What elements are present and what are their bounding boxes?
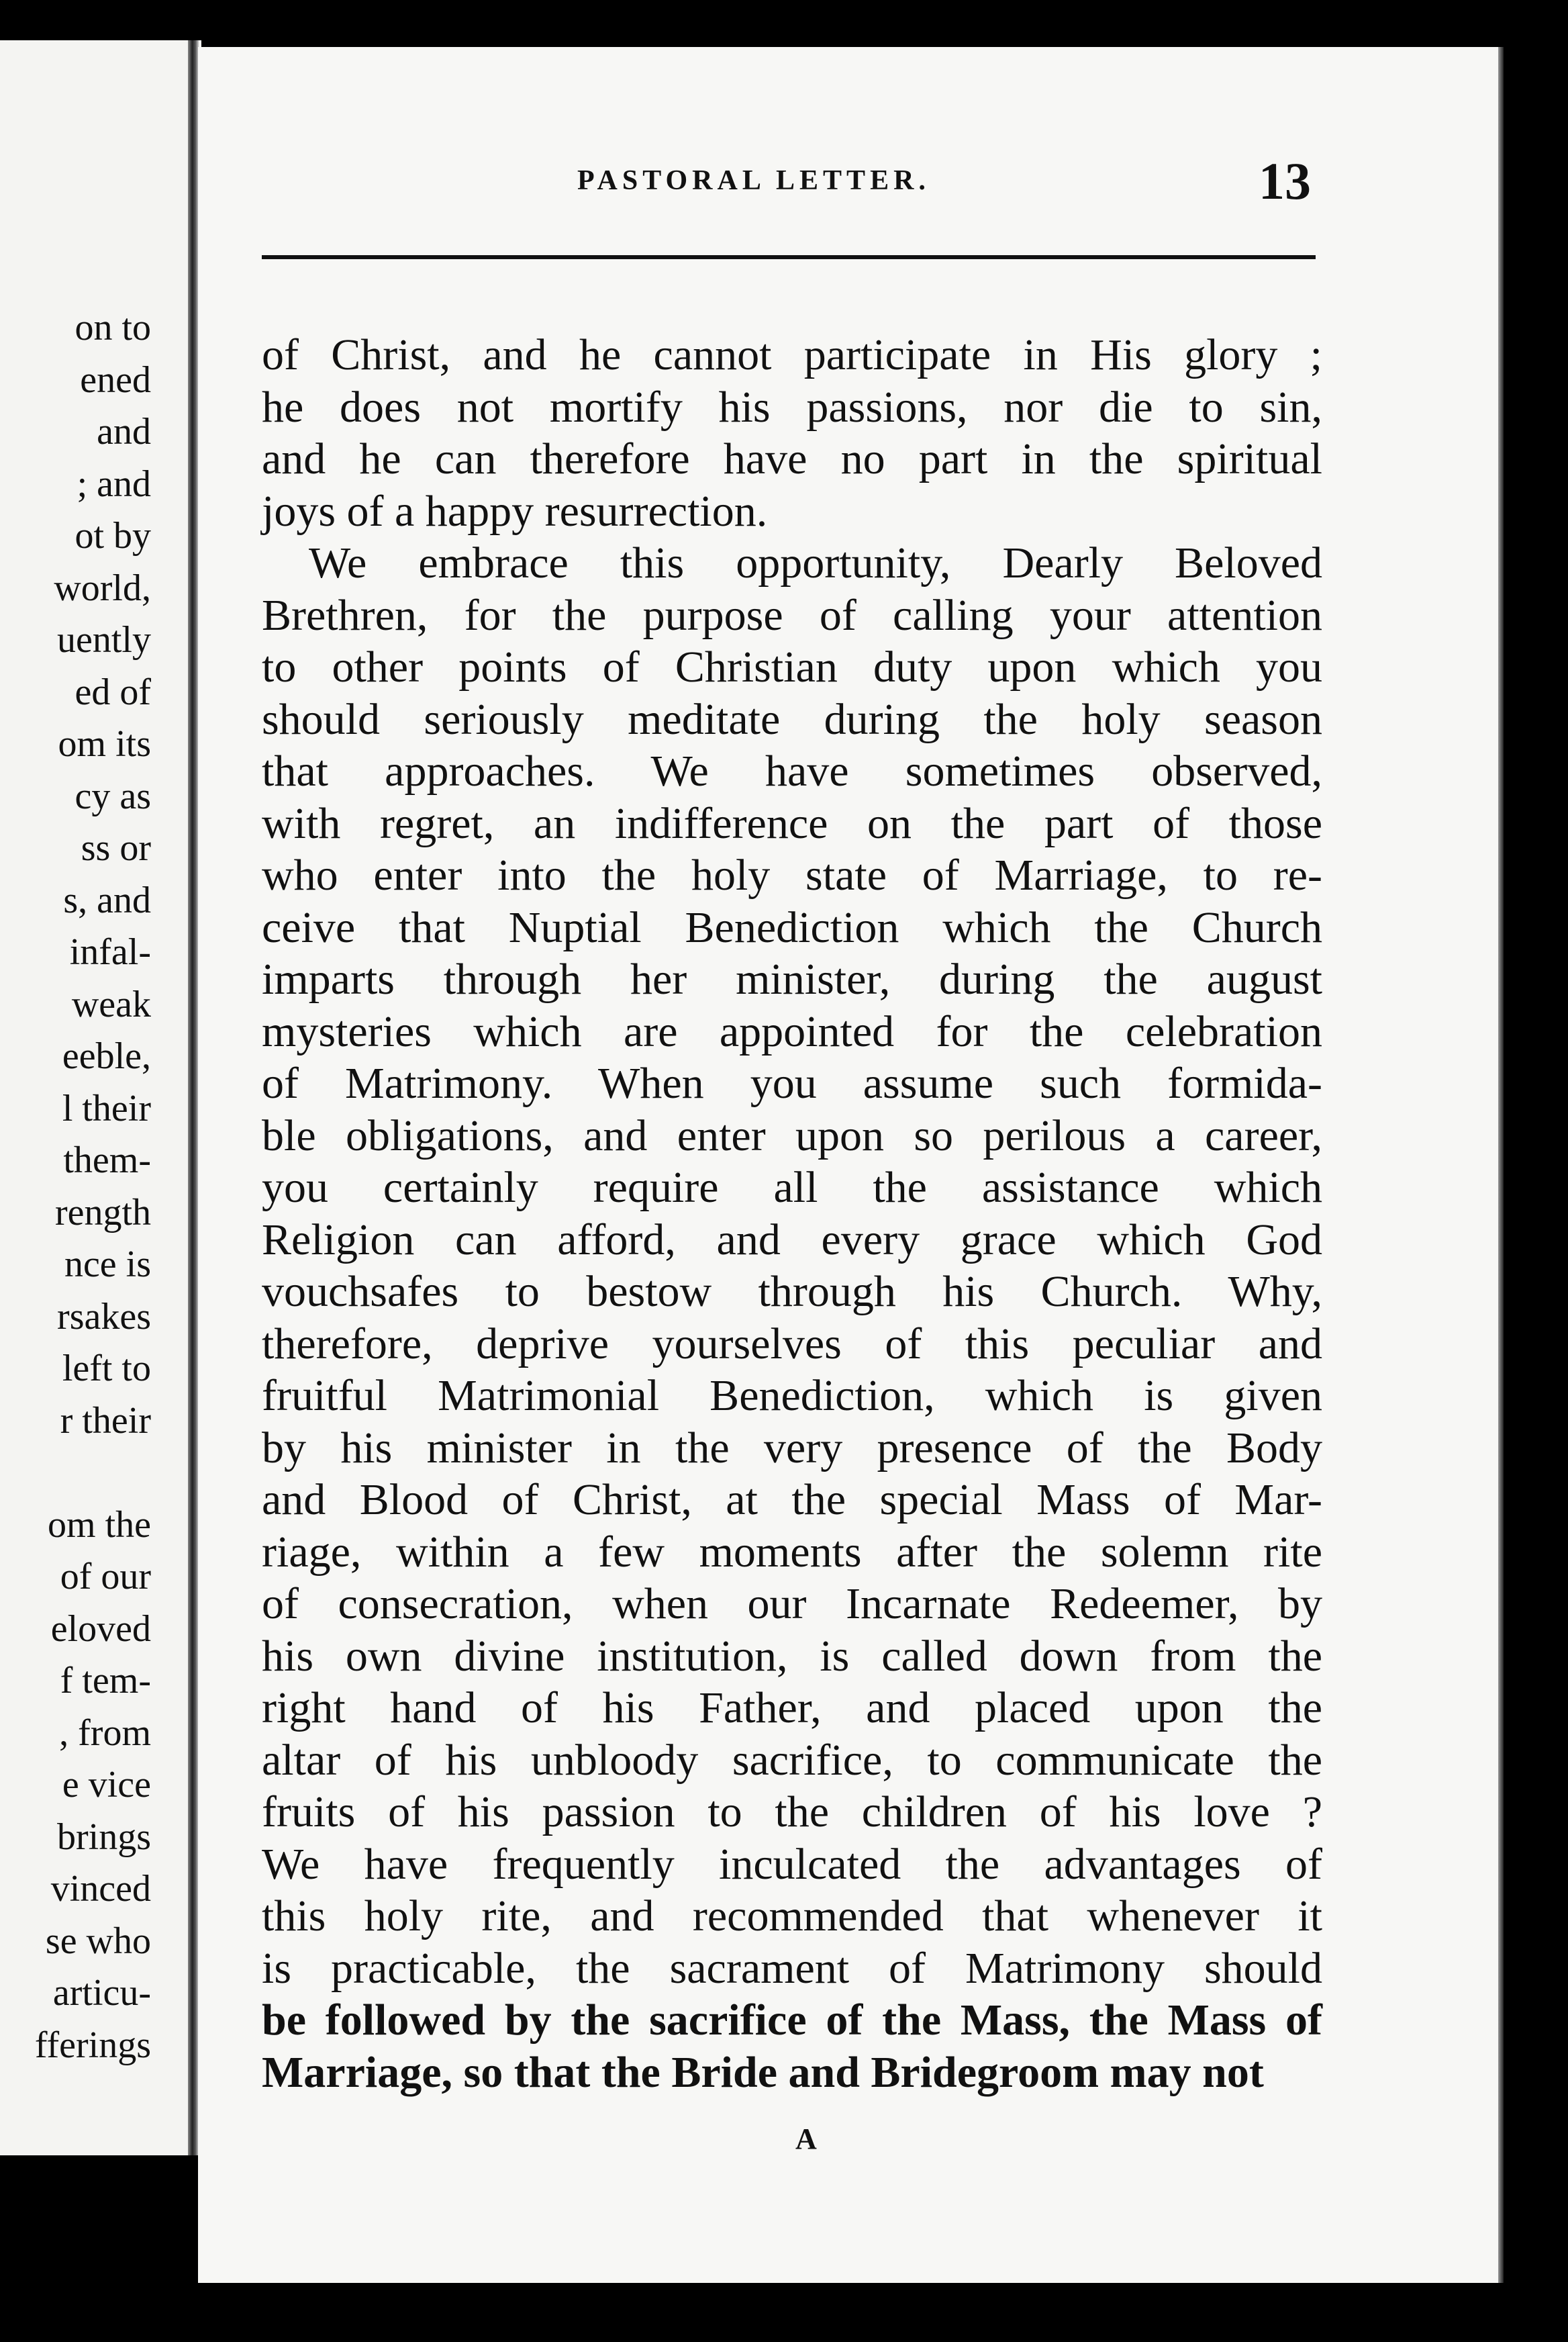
text-line: vouchsafes to bestow through his Church. Why, <box>262 1267 1322 1316</box>
page-header <box>198 152 1500 212</box>
text-line: We embrace this opportunity, Dearly Beloved <box>309 538 1322 588</box>
text-line: Marriage, so that the Bride and Bridegroom may not <box>262 2047 1264 2097</box>
text-line: this holy rite, and recommended that whenever it <box>262 1891 1322 1940</box>
left-text-line: brings <box>57 1816 151 1858</box>
header-rule <box>262 255 1316 259</box>
text-line: imparts through her minister, during the august <box>262 955 1322 1004</box>
text-line: right hand of his Father, and placed upon the <box>262 1683 1322 1732</box>
text-line: his own divine institution, is called down from the <box>262 1631 1322 1681</box>
right-page <box>198 47 1500 2283</box>
text-line: with regret, an indifference on the part of those <box>262 798 1322 848</box>
running-head: PASTORAL LETTER. <box>577 165 930 196</box>
left-text-line: cy as <box>75 775 151 817</box>
left-text-line: fferings <box>34 2024 151 2066</box>
left-page <box>0 40 201 2155</box>
left-text-line: ss or <box>81 827 151 869</box>
text-line: and he can therefore have no part in the spiritual <box>262 434 1322 483</box>
left-text-line: se who <box>45 1920 151 1962</box>
left-text-line: l their <box>62 1087 151 1129</box>
text-line: who enter into the holy state of Marriage, to re- <box>262 851 1322 900</box>
left-text-line: f tem- <box>60 1660 151 1701</box>
left-text-line: , from <box>59 1712 151 1754</box>
left-text-line: and <box>97 411 151 453</box>
text-line: be followed by the sacrifice of the Mass, the Mass of <box>262 1996 1322 2045</box>
text-line: is practicable, the sacrament of Matrimony should <box>262 1943 1322 1993</box>
left-page-text <box>35 302 151 2071</box>
left-text-line: infal- <box>69 931 151 973</box>
text-line: mysteries which are appointed for the celebration <box>262 1006 1322 1056</box>
left-text-line: s, and <box>63 879 151 921</box>
text-line: of Matrimony. When you assume such formida- <box>262 1059 1322 1108</box>
signature-mark: A <box>795 2122 817 2155</box>
text-line: Religion can afford, and every grace which God <box>262 1215 1322 1264</box>
left-text-line: om the <box>48 1503 151 1546</box>
text-line: and Blood of Christ, at the special Mass of Mar- <box>262 1475 1322 1524</box>
left-text-line: ed of <box>75 671 151 713</box>
scan-background <box>0 2155 198 2342</box>
body-text <box>262 329 1322 2098</box>
left-text-line: rsakes <box>57 1295 151 1338</box>
page-edge <box>1498 47 1504 2283</box>
left-text-line: ened <box>80 359 151 401</box>
left-text-line: weak <box>71 983 151 1025</box>
text-line: he does not mortify his passions, nor die to sin, <box>262 382 1322 432</box>
text-line: that approaches. We have sometimes observed, <box>262 747 1322 796</box>
left-text-line: ; and <box>77 463 151 505</box>
text-line: ceive that Nuptial Benediction which the Church <box>262 902 1322 952</box>
left-text-line: them- <box>63 1139 151 1181</box>
text-line: fruits of his passion to the children of his love ? <box>262 1787 1322 1836</box>
book-gutter <box>188 40 199 2155</box>
text-line: should seriously meditate during the holy season <box>262 694 1322 744</box>
left-text-line: e vice <box>62 1764 151 1806</box>
left-text-line: world, <box>54 567 151 609</box>
text-line: ble obligations, and enter upon so perilous a career, <box>262 1111 1322 1160</box>
left-text-line: uently <box>57 619 151 661</box>
text-line: We have frequently inculcated the advantages of <box>262 1839 1322 1889</box>
text-line: fruitful Matrimonial Benediction, which is given <box>262 1371 1322 1420</box>
left-text-line: left to <box>62 1348 151 1389</box>
left-text-line: articu- <box>52 1972 151 2014</box>
text-line: riage, within a few moments after the solemn rite <box>262 1527 1322 1577</box>
page-number: 13 <box>1259 152 1311 210</box>
text-line: of Christ, and he cannot participate in His glory ; <box>262 330 1322 379</box>
left-text-line: eeble, <box>62 1035 151 1077</box>
text-line: of consecration, when our Incarnate Redeemer, by <box>262 1579 1322 1628</box>
left-text-line: vinced <box>50 1868 151 1910</box>
left-text-line: rength <box>54 1191 151 1233</box>
text-line: altar of his unbloody sacrifice, to communicate the <box>262 1735 1322 1785</box>
left-text-line <box>35 1447 151 1499</box>
left-text-line: on to <box>75 307 151 348</box>
text-line: therefore, deprive yourselves of this peculiar and <box>262 1319 1322 1368</box>
left-text-line: eloved <box>50 1607 151 1650</box>
left-text-line: r their <box>60 1399 151 1442</box>
left-text-line: of our <box>60 1556 151 1597</box>
left-text-line: om its <box>58 723 151 765</box>
text-line: you certainly require all the assistance which <box>262 1163 1322 1212</box>
text-line: to other points of Christian duty upon which you <box>262 643 1322 692</box>
text-line: joys of a happy resurrection. <box>262 486 768 536</box>
left-text-line: nce is <box>64 1244 151 1285</box>
text-line: Brethren, for the purpose of calling your attention <box>262 590 1322 640</box>
left-text-line: ot by <box>75 515 151 557</box>
text-line: by his minister in the very presence of the Body <box>262 1423 1322 1472</box>
